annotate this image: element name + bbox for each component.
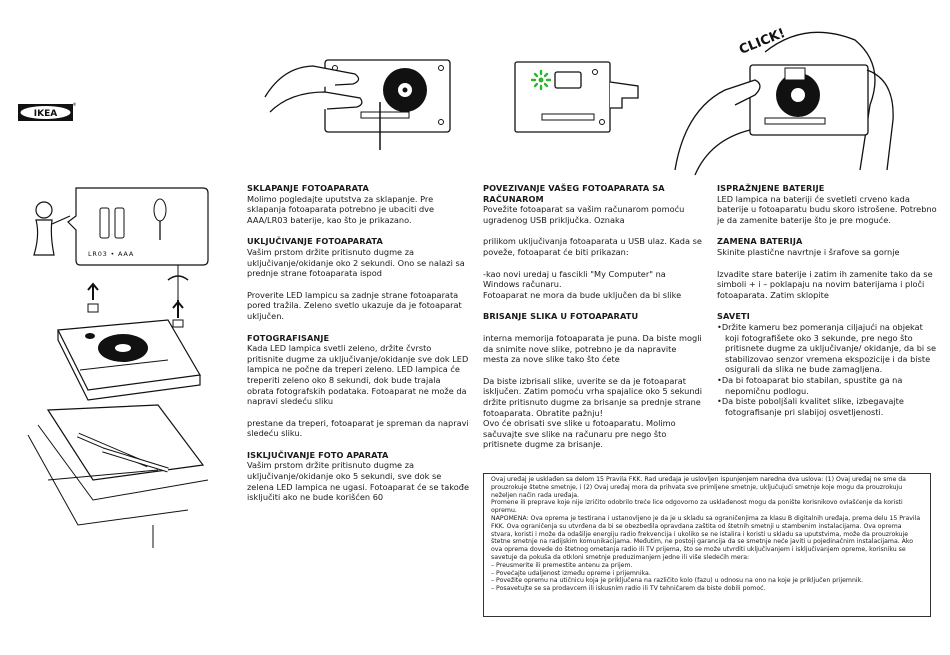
paragraph: Povežite fotoaparat sa vašim računarom pomoću ugradenog USB priključka. Oznaka: [483, 204, 685, 225]
paragraph: Izvadite stare baterije i zatim ih zamenite tako da se simboli + i – poklapaju na novim baterijama i ploči fotoaparata. Zatim sklopite: [717, 268, 933, 300]
paragraph: LED lampica na bateriji će svetleti crveno kada baterije u fotoaparatu budu skoro istrošene. Potrebno je da zamenite baterije što je pre moguće.: [717, 193, 937, 225]
paragraph: -kao novi uredaj u fascikli "My Computer" na Windows računaru. Fotoaparat ne mora da bude uključen da bi slike: [483, 268, 682, 300]
assembly-illustration: [18, 180, 213, 550]
regulatory-notice-box: [483, 473, 931, 617]
paragraph: Kada LED lampica svetli zeleno, držite čvrsto pritisnite dugme za uključivanje/okidanje sve dok LED lampica ne počne da treperi zeleno. LED lampica će treperiti zeleno oko 8 sekundi, dok bude trajala obrata fotografskih podataka. Fotoaparat ne može da napravi sledeću sliku: [247, 343, 469, 407]
svg-text:®: ®: [72, 102, 77, 107]
paragraph: prestane da treperi, fotoaparat je spreman da napravi sledeću sliku.: [247, 417, 469, 439]
paragraph: Vašim prstom držite pritisnuto dugme za uključivanje/okidanje oko 5 sekundi, sve dok se zelena LED lampica ne ugasi. Fotoaparat će se takođe isključiti ako ne bude korišćen 60: [247, 460, 469, 503]
section-title: UKLJUČIVANJE FOTOAPARATA: [247, 236, 383, 247]
section-title: ISKLJUČIVANJE FOTO APARATA: [247, 449, 389, 460]
battery-label: LR03 • AAA: [88, 250, 135, 258]
notice-item: – Povećajte udaljenost između opreme i prijemnika.: [491, 569, 651, 577]
column-computer-and-delete: [483, 183, 703, 461]
notice-item: – Preusmerite ili premestite antenu za prijem.: [491, 561, 633, 569]
section-title: BRISANJE SLIKA U FOTOAPARATU: [483, 311, 639, 322]
led-light-icon: [532, 71, 550, 89]
section-title: SAVETI: [717, 311, 750, 322]
paragraph: Proverite LED lampicu sa zadnje strane fotoaparata pored tražila. Zeleno svetlo ukazuje da je fotoaparat uključen.: [247, 289, 462, 321]
paragraph: interna memorija fotoaparata je puna. Da biste mogli da snimite nove slike, potrebno je da napravite mesta za nove slike tako što ćete: [483, 332, 702, 365]
tip-item: • Da bi fotoaparat bio stabilan, spustite ga na nepomičnu podlogu.: [717, 375, 939, 396]
notice-paragraph: Promene ili preprave koje nije izričito odobrilo treće lice odgovorno za usklađenost mogu da ponište korisnikovo ovlašćenje da koristi opremu.: [491, 499, 903, 515]
click-label: CLICK!: [737, 25, 788, 58]
section-title: POVEZIVANJE VAŠEG FOTOAPARATA SA RAČUNAROM: [483, 183, 665, 204]
paragraph: Molimo pogledajte uputstva za sklapanje. Pre sklapanja fotoaparata potrebno je ubaciti dve AAA/LR03 baterije, kao što je prikazano.: [247, 193, 435, 225]
notice-paragraph: NAPOMENA: Ova oprema je testirana i ustanovljeno je da je u skladu sa ograničenjima za klasu B digitalnih uređaja, prema delu 15 Pravila FKK. Ova ograničenja su utvrđena da bi se obezbedila opravdana zaštita od štetnih smetnji u stambenim instalacijama. Ova oprema stvara, koristi i može da odašilje energiju radio frekvencija i ukoliko se ne istalira i koristi u skladu sa uputstvima, može da prouzrokuje štetne smetnje na radijskim komunikacijama. Međutim, ne postoji garancija da se smetnje neće javiti u pojedinačnim instalacijama. Ako ova oprema dovede do štetnog ometanja radio ili TV prijema, što se može utvrditi uključivanjem i isključivanjem opreme, korisniku se savetuje da pokuša da otkloni smetnje preduzimanjem jedne ili više sledećih mera:: [491, 514, 921, 561]
section-title: ISPRAŽNJENE BATERIJE: [717, 183, 825, 193]
svg-text:IKEA: IKEA: [33, 109, 58, 119]
tip-item: • Držite kameru bez pomeranja ciljajući na objekat koji fotografišete oko 3 sekunde, pre nego što pritisnete dugme za uključivanje/ okidanje, da bi se stabilizovao senzor vremena ekspozicije i da biste osigurali da slika ne bude zamagljena.: [717, 322, 939, 375]
notice-paragraph: Ovaj uređaj je usklađen sa delom 15 Pravila FKK. Rad uređaja je uslovljen ispunjenjem naredna dva uslova: (1) Ovaj uređaj ne sme da prouzrokuje štetne smetnje, i (2) Ovaj uređaj mora da prihvata sve primljene smetnje, uključujući smetnje koje mogu da prouzrokuju neželjen način rada uređaja.: [491, 476, 906, 499]
paragraph: prilikom uključivanja fotoaparata u USB ulaz. Kada se poveže, fotoaparat će biti prikazan:: [483, 236, 702, 257]
paragraph: Da biste izbrisali slike, uverite se da je fotoaparat isključen. Zatim pomoću vrha spajalice oko 5 sekundi držite pritisnuto dugme za brisanje sa prednje strane fotoaparata. Obratite pažnju! Ovo će obrisati sve slike u fotoaparatu. Molimo sačuvajte sve slike na računaru pre nego što pritisnete dugme za brisanje.: [483, 375, 702, 450]
camera-usb-illustration: [510, 60, 650, 145]
section-title: FOTOGRAFISANJE: [247, 332, 330, 343]
notice-item: – Povežite opremu na utičnicu koja je priključena na različito kolo (fazu) u odnosu na ono na koje je priključen prijemnik.: [491, 577, 864, 585]
notice-item: – Posavetujte se sa prodavcem ili iskusnim radio ili TV tehničarem da biste dobili pomoć.: [491, 585, 766, 593]
column-battery-and-tips: [717, 183, 939, 417]
paragraph: Skinite plastične navrtnje i šrafove sa gornje: [717, 246, 900, 257]
person-taking-photo-illustration: [655, 10, 900, 175]
section-title: SKLAPANJE FOTOAPARATA: [247, 183, 369, 193]
section-title: ZAMENA BATERIJA: [717, 236, 803, 247]
tip-item: • Da biste poboljšali kvalitet slike, izbegavajte fotografisanje pri slabijoj osvetljenosti.: [717, 396, 939, 417]
camera-power-on-illustration: [265, 52, 460, 152]
ikea-logo: [18, 101, 76, 123]
tips-list: [717, 322, 939, 417]
column-assembly-and-usage: [247, 183, 469, 514]
paragraph: Vašim prstom držite pritisnuto dugme za uključivanje/okidanje oko 2 sekundi. Ono se nalazi sa prednje strane fotoaparata ispod: [247, 246, 465, 279]
